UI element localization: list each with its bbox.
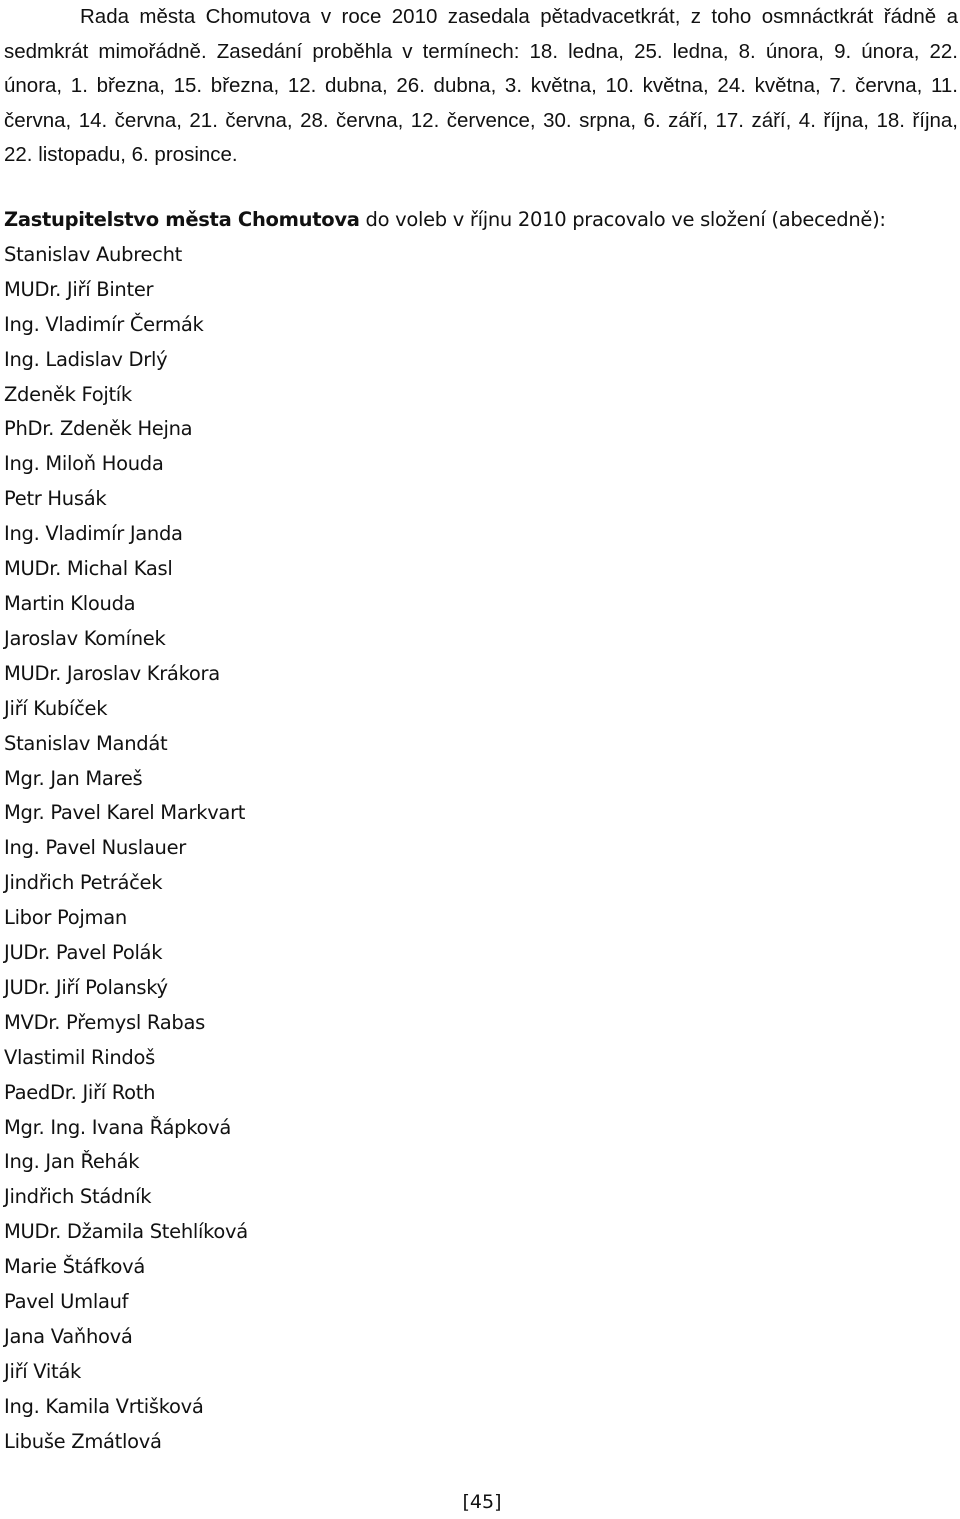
member-name: Jindřich Stádník — [4, 1185, 152, 1209]
member-name: Jindřich Petráček — [4, 871, 163, 895]
assembly-heading-text: do voleb v říjnu 2010 pracovalo ve složení (abecedně): — [359, 208, 886, 231]
member-name: MUDr. Jaroslav Krákora — [4, 661, 220, 685]
member-name: Mgr. Ing. Ivana Řápková — [4, 1115, 232, 1139]
member-name: MVDr. Přemysl Rabas — [4, 1010, 205, 1034]
member-name: Jana Vaňhová — [4, 1325, 133, 1348]
member-name: Martin Klouda — [4, 591, 136, 615]
member-list — [4, 238, 958, 1460]
member-name: Mgr. Jan Mareš — [4, 766, 143, 790]
council-meetings-paragraph: Rada města Chomutova v roce 2010 zasedala pětadvacetkrát, z toho osmnáctkrát řádně a sedmkrát mimořádně. Zasedání proběhla v termínech: 18. ledna, 25. ledna, 8. února, 9. února, 22. února, 1. března, 15. března, 12. dubna, 26. dubna, 3. května, 10. května, 24. května, 7. června, 11. června, 14. června, 21. června, 28. června, 12. července, 30. srpna, 6. září, 17. září, 4. října, 18. října, 22. listopadu, 6. prosince. — [4, 5, 958, 166]
assembly-heading-title: Zastupitelstvo města Chomutova — [4, 208, 360, 231]
member-name: PaedDr. Jiří Roth — [4, 1080, 156, 1104]
member-name: Ing. Pavel Nuslauer — [4, 836, 187, 860]
member-name: Mgr. Pavel Karel Markvart — [4, 801, 246, 825]
member-name: Marie Štáfková — [4, 1255, 146, 1279]
member-name: Petr Husák — [4, 487, 107, 511]
member-name: Libor Pojman — [4, 906, 127, 930]
member-name: Ing. Vladimír Čermák — [4, 312, 204, 336]
member-name: Stanislav Aubrecht — [4, 242, 183, 266]
member-name: Stanislav Mandát — [4, 731, 168, 755]
member-name: JUDr. Jiří Polanský — [4, 975, 168, 999]
member-name: Ing. Vladimír Janda — [4, 522, 183, 546]
page-number: [45] — [462, 1491, 502, 1513]
member-name: Libuše Zmátlová — [4, 1429, 162, 1453]
member-name: Ing. Miloň Houda — [4, 452, 164, 476]
member-name: Vlastimil Rindoš — [4, 1045, 155, 1069]
member-name: PhDr. Zdeněk Hejna — [4, 417, 193, 441]
member-name: Pavel Umlauf — [4, 1290, 129, 1314]
member-name: Jaroslav Komínek — [4, 626, 166, 650]
member-name: JUDr. Pavel Polák — [4, 941, 163, 965]
assembly-section — [4, 203, 958, 1460]
member-name: MUDr. Michal Kasl — [4, 557, 173, 581]
assembly-heading — [4, 203, 958, 238]
member-name: Zdeněk Fojtík — [4, 382, 132, 406]
member-name: Ing. Jan Řehák — [4, 1150, 140, 1174]
member-name: Ing. Kamila Vrtišková — [4, 1394, 204, 1418]
member-name: Ing. Ladislav Drlý — [4, 347, 168, 371]
member-name: MUDr. Džamila Stehlíková — [4, 1220, 248, 1244]
member-name: Jiří Viták — [4, 1359, 82, 1383]
member-name: MUDr. Jiří Binter — [4, 277, 154, 301]
member-name: Jiří Kubíček — [4, 696, 108, 720]
